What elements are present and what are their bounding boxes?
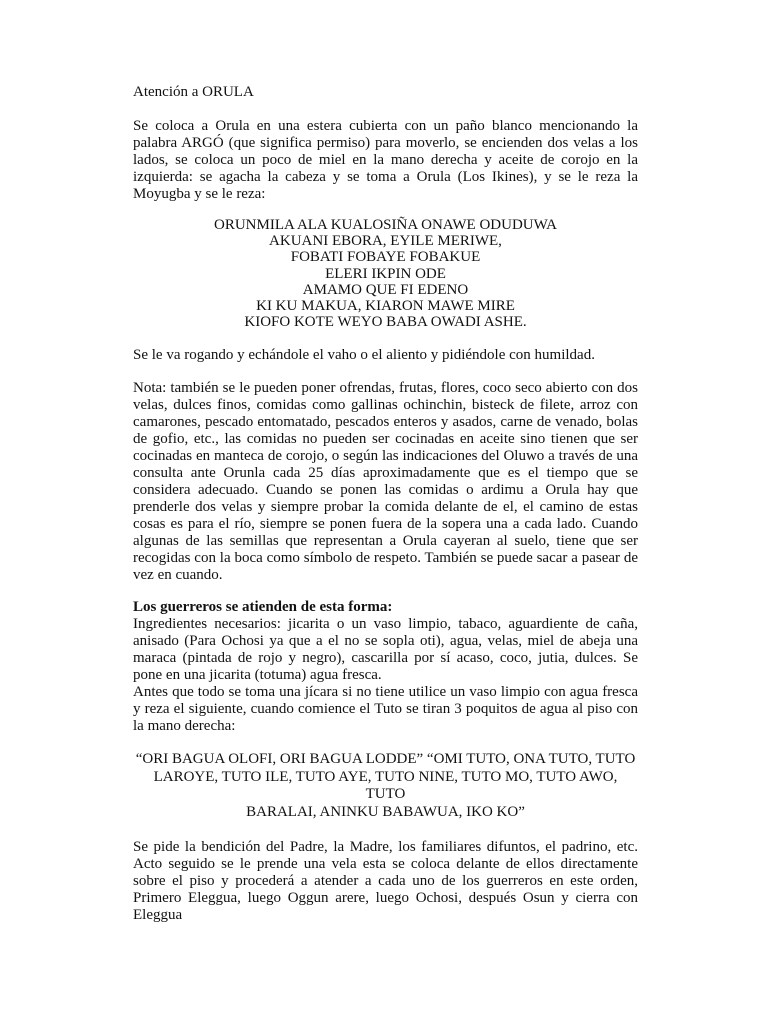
paragraph-final: Se pide la bendición del Padre, la Madre, los familiares difuntos, el padrino, etc. Acto seguido se le prende una vela esta se coloca delante de ellos directamente sobre el piso y procederá a atender a cada uno de los guerreros en este orden, Primero Eleggua, luego Oggun arere, luego Ochosi, después Osun y cierra con Eleggua — [133, 839, 638, 924]
paragraph-ingredientes: Ingredientes necesarios: jicarita o un vaso limpio, tabaco, aguardiente de caña, anisado (Para Ochosi ya que a el no se sopla oti), agua, velas, miel de abeja una maraca (pintada de rojo y negro), cascarilla por sí acaso, coco, jutia, dulces. Se pone en una jicarita (totuma) agua fresca. — [133, 616, 638, 684]
section-heading-guerreros: Los guerreros se atienden de esta forma: — [133, 599, 393, 616]
document-title: Atención a ORULA — [133, 84, 254, 100]
paragraph-nota: Nota: también se le pueden poner ofrendas, frutas, flores, coco seco abierto con dos velas, dulces finos, comidas como gallinas ochinchin, bisteck de filete, arroz con camarones, pescado entomatado, pescados enteros y asados, carne de venado, bolas de gofio, etc., las comidas no pueden ser cocinadas en aceite sino tienen que ser cocinadas en manteca de corojo, o según las indicaciones del Oluwo a través de una consulta ante Orunla cada 25 días aproximadamente que es el tiempo que se considera adecuado. Cuando se ponen las comidas o ardimu a Orula hay que prenderle dos velas y siempre probar la comida delante de el, el camino de estas cosas es para el río, siempre se ponen fuera de la sopera una a cada lado. Cuando algunas de las semillas que representan a Orula cayeran al suelo, tiene que ser recogidas con la boca como símbolo de respeto. También se puede sacar a pasear de vez en cuando. — [133, 380, 638, 584]
paragraph-antes: Antes que todo se toma una jícara si no tiene utilice un vaso limpio con agua fresca y reza el siguiente, cuando comience el Tuto se tiran 3 poquitos de agua al piso con la mano derecha: — [133, 684, 638, 735]
document-body — [133, 84, 638, 924]
prayer-line: ELERI IKPIN ODE — [325, 265, 446, 282]
prayer-line: AMAMO QUE FI EDENO — [302, 281, 469, 298]
prayer-line: KI KU MAKUA, KIARON MAWE MIRE — [256, 298, 515, 315]
prayer-line: KIOFO KOTE WEYO BABA OWADI ASHE. — [244, 314, 527, 331]
prayer-line: ORUNMILA ALA KUALOSIÑA ONAWE ODUDUWA — [214, 217, 557, 233]
paragraph-rogando: Se le va rogando y echándole el vaho o el aliento y pidiéndole con humildad. — [133, 347, 595, 364]
prayer-tuto — [133, 751, 638, 821]
prayer-line: “ORI BAGUA OLOFI, ORI BAGUA LODDE” “OMI TUTO, ONA TUTO, TUTO — [135, 751, 636, 768]
prayer-line: AKUANI EBORA, EYILE MERIWE, — [269, 233, 502, 250]
prayer-line: FOBATI FOBAYE FOBAKUE — [290, 249, 481, 266]
paragraph-intro: Se coloca a Orula en una estera cubierta con un paño blanco mencionando la palabra ARGÓ (que significa permiso) para moverlo, se encienden dos velas a los lados, se coloca un poco de miel en la mano derecha y aceite de corojo en la izquierda: se agacha la cabeza y se toma a Orula (Los Ikines), y se le reza la Moyugba y se le reza: — [133, 118, 638, 202]
prayer-line: BARALAI, ANINKU BABAWUA, IKO KO” — [246, 803, 525, 820]
prayer-line: LAROYE, TUTO ILE, TUTO AYE, TUTO NINE, TUTO MO, TUTO AWO, TUTO — [153, 768, 618, 803]
prayer-orunmila — [133, 217, 638, 330]
